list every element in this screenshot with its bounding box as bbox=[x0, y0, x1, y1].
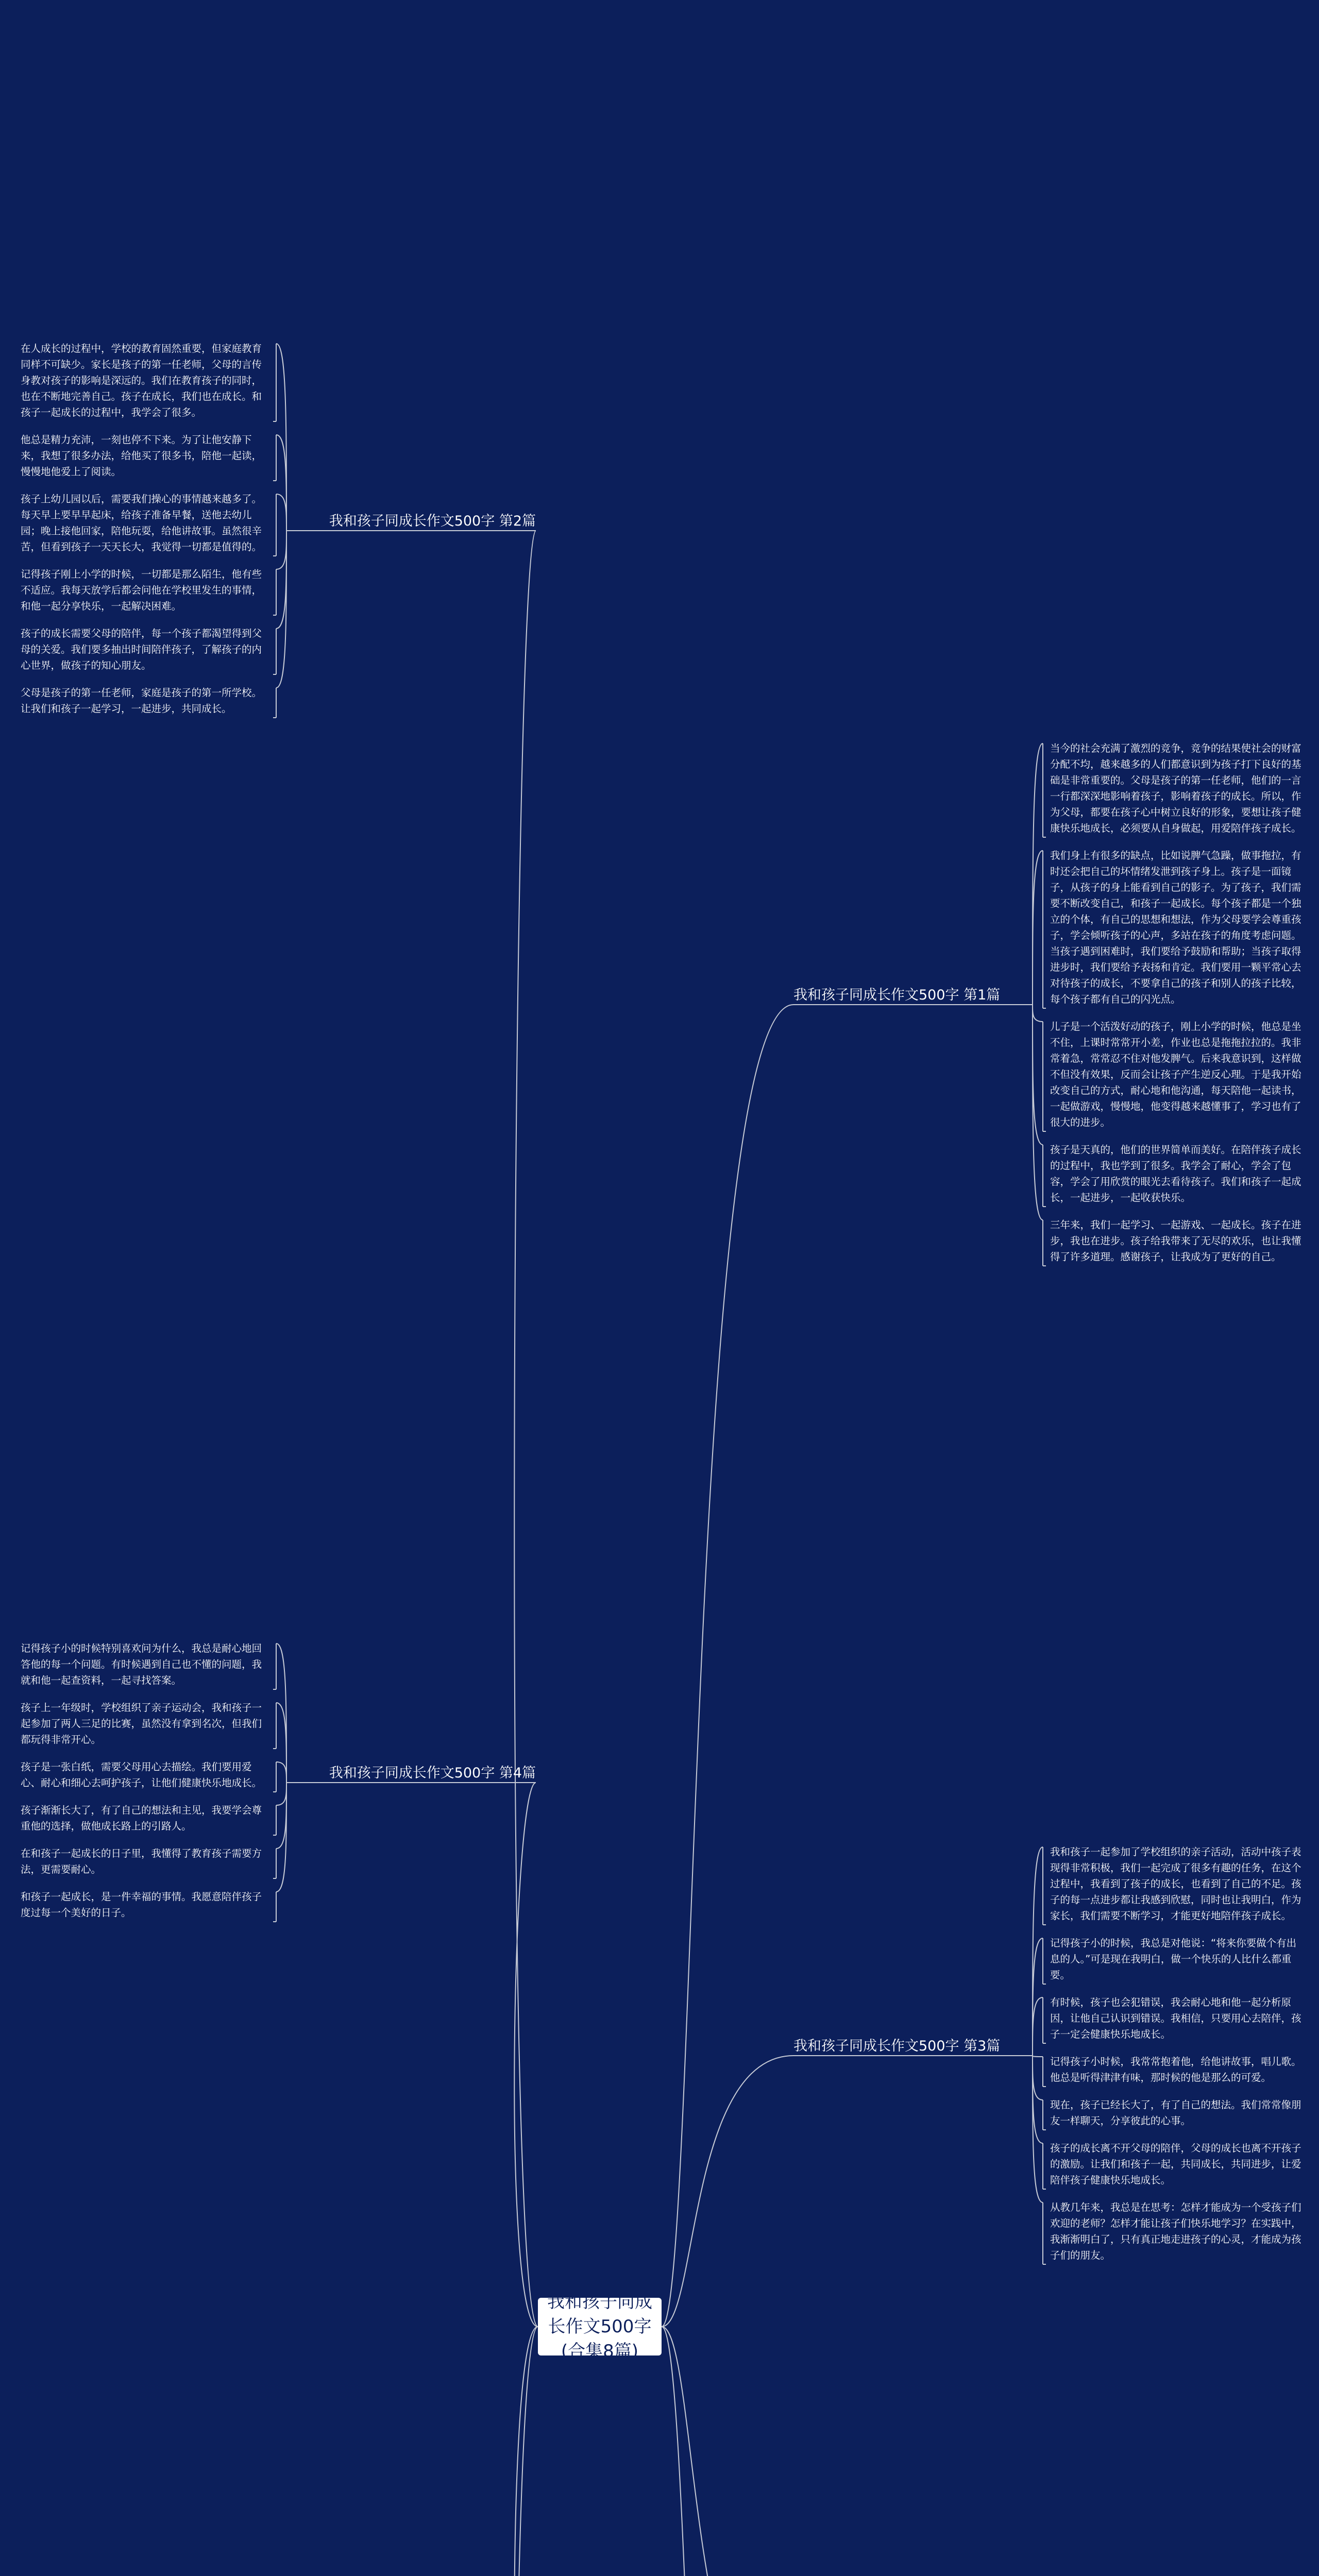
leaf-note[interactable]: 和孩子一起成长，是一件幸福的事情。我愿意陪伴孩子度过每一个美好的日子。 bbox=[21, 1891, 262, 1919]
leaf-note[interactable]: 三年来，我们一起学习、一起游戏、一起成长。孩子在进步，我也在进步。孩子给我带来了无尽的欢乐，也让我懂得了许多道理。感谢孩子，让我成为了更好的自己。 bbox=[1050, 1219, 1301, 1263]
leaf-note[interactable]: 在人成长的过程中，学校的教育固然重要，但家庭教育同样不可缺少。家长是孩子的第一任老师，父母的言传身教对孩子的影响是深远的。我们在教育孩子的同时，也在不断地完善自己。孩子在成长，我们也在成长。和孩子一起成长的过程中，我学会了很多。 bbox=[21, 343, 262, 418]
leaf-note[interactable]: 记得孩子小时候，我常常抱着他，给他讲故事，唱儿歌。他总是听得津津有味，那时候的他是那么的可爱。 bbox=[1050, 2056, 1301, 2083]
leaf-note[interactable]: 孩子的成长离不开父母的陪伴，父母的成长也离不开孩子的激励。让我们和孩子一起，共同成长，共同进步，让爱陪伴孩子健康快乐地成长。 bbox=[1050, 2142, 1301, 2186]
leaf-note[interactable]: 他总是精力充沛，一刻也停不下来。为了让他安静下来，我想了很多办法，给他买了很多书，陪他一起读，慢慢地他爱上了阅读。 bbox=[21, 434, 262, 478]
leaf-note[interactable]: 当今的社会充满了激烈的竞争，竞争的结果使社会的财富分配不均，越来越多的人们都意识到为孩子打下良好的基础是非常重要的。父母是孩子的第一任老师，他们的一言一行都深深地影响着孩子，影响着孩子的成长。所以，作为父母，都要在孩子心中树立良好的形象，要想让孩子健康快乐地成长，必须要从自身做起，用爱陪伴孩子成长。 bbox=[1050, 742, 1301, 834]
branch-topic-label: 我和孩子同成长作文500字 第3篇 bbox=[793, 2038, 1001, 2054]
leaf-note[interactable]: 在和孩子一起成长的日子里，我懂得了教育孩子需要方法，更需要耐心。 bbox=[21, 1848, 262, 1875]
leaf-note[interactable]: 从教几年来，我总是在思考：怎样才能成为一个受孩子们欢迎的老师？怎样才能让孩子们快乐地学习？在实践中，我渐渐明白了，只有真正地走进孩子的心灵，才能成为孩子们的朋友。 bbox=[1050, 2201, 1301, 2261]
leaf-note[interactable]: 我和孩子一起参加了学校组织的亲子活动，活动中孩子表现得非常积极，我们一起完成了很多有趣的任务，在这个过程中，我看到了孩子的成长，也看到了自己的不足。孩子的每一点进步都让我感到欣慰，同时也让我明白，作为家长，我们需要不断学习，才能更好地陪伴孩子成长。 bbox=[1050, 1846, 1301, 1922]
root-topic[interactable] bbox=[538, 2292, 662, 2362]
leaf-note[interactable]: 我们身上有很多的缺点，比如说脾气急躁，做事拖拉，有时还会把自己的坏情绪发泄到孩子身上。孩子是一面镜子，从孩子的身上能看到自己的影子。为了孩子，我们需要不断改变自己，和孩子一起成长。每个孩子都是一个独立的个体，有自己的思想和想法，作为父母要学会尊重孩子，学会倾听孩子的心声，多站在孩子的角度考虑问题。当孩子遇到困难时，我们要给予鼓励和帮助；当孩子取得进步时，我们要给予表扬和肯定。我们要用一颗平常心去对待孩子的成长，不要拿自己的孩子和别人的孩子比较，每个孩子都有自己的闪光点。 bbox=[1050, 850, 1301, 1005]
branch-topic-label: 我和孩子同成长作文500字 第1篇 bbox=[793, 987, 1001, 1003]
leaf-note[interactable]: 有时候，孩子也会犯错误，我会耐心地和他一起分析原因，让他自己认识到错误。我相信，只要用心去陪伴，孩子一定会健康快乐地成长。 bbox=[1050, 1996, 1301, 2040]
branch-topic-6[interactable] bbox=[309, 1764, 536, 1785]
leaf-note[interactable]: 现在，孩子已经长大了，有了自己的想法。我们常常像朋友一样聊天，分享彼此的心事。 bbox=[1050, 2099, 1301, 2127]
leaf-note[interactable]: 孩子渐渐长大了，有了自己的想法和主见，我要学会尊重他的选择，做他成长路上的引路人。 bbox=[21, 1804, 262, 1832]
leaf-note[interactable]: 记得孩子小的时候特别喜欢问为什么，我总是耐心地回答他的每一个问题。有时候遇到自己也不懂的问题，我就和他一起查资料，一起寻找答案。 bbox=[21, 1642, 262, 1686]
leaf-note[interactable]: 孩子上幼儿园以后，需要我们操心的事情越来越多了。每天早上要早早起床，给孩子准备早餐，送他去幼儿园；晚上接他回家，陪他玩耍，给他讲故事。虽然很辛苦，但看到孩子一天天长大，我觉得一切都是值得的。 bbox=[21, 493, 262, 553]
branch-topic-2[interactable] bbox=[793, 2037, 1020, 2058]
leaf-note[interactable]: 记得孩子小的时候，我总是对他说：“将来你要做个有出息的人。”可是现在我明白，做一个快乐的人比什么都重要。 bbox=[1050, 1937, 1297, 1981]
branch-topic-5[interactable] bbox=[309, 512, 536, 533]
leaf-note[interactable]: 孩子的成长需要父母的陪伴，每一个孩子都渴望得到父母的关爱。我们要多抽出时间陪伴孩子，了解孩子的内心世界，做孩子的知心朋友。 bbox=[21, 628, 262, 671]
branch-topic-label: 我和孩子同成长作文500字 第4篇 bbox=[329, 1765, 536, 1781]
leaf-note[interactable]: 父母是孩子的第一任老师，家庭是孩子的第一所学校。让我们和孩子一起学习，一起进步，共同成长。 bbox=[21, 687, 262, 715]
leaf-note[interactable]: 孩子是一张白纸，需要父母用心去描绘。我们要用爱心、耐心和细心去呵护孩子，让他们健康快乐地成长。 bbox=[21, 1761, 262, 1789]
leaf-note[interactable]: 孩子上一年级时，学校组织了亲子运动会，我和孩子一起参加了两人三足的比赛，虽然没有拿到名次，但我们都玩得非常开心。 bbox=[21, 1702, 262, 1745]
leaf-note[interactable]: 记得孩子刚上小学的时候，一切都是那么陌生，他有些不适应。我每天放学后都会问他在学校里发生的事情，和他一起分享快乐，一起解决困难。 bbox=[21, 568, 262, 612]
branch-topic-label: 我和孩子同成长作文500字 第2篇 bbox=[329, 513, 536, 529]
root-topic-label: 我和孩子同成长作文500字(合集8篇) bbox=[547, 2292, 652, 2362]
leaf-note[interactable]: 儿子是一个活泼好动的孩子，刚上小学的时候，他总是坐不住，上课时常常开小差，作业也总是拖拖拉拉的。我非常着急，常常忍不住对他发脾气。后来我意识到，这样做不但没有效果，反而会让孩子产生逆反心理。于是我开始改变自己的方式，耐心地和他沟通，每天陪他一起读书，一起做游戏，慢慢地，他变得越来越懂事了，学习也有了很大的进步。 bbox=[1050, 1021, 1301, 1128]
leaf-note[interactable]: 孩子是天真的，他们的世界简单而美好。在陪伴孩子成长的过程中，我也学到了很多。我学会了耐心，学会了包容，学会了用欣赏的眼光去看待孩子。我们和孩子一起成长，一起进步，一起收获快乐。 bbox=[1050, 1144, 1301, 1204]
branch-topic-1[interactable] bbox=[793, 986, 1020, 1007]
